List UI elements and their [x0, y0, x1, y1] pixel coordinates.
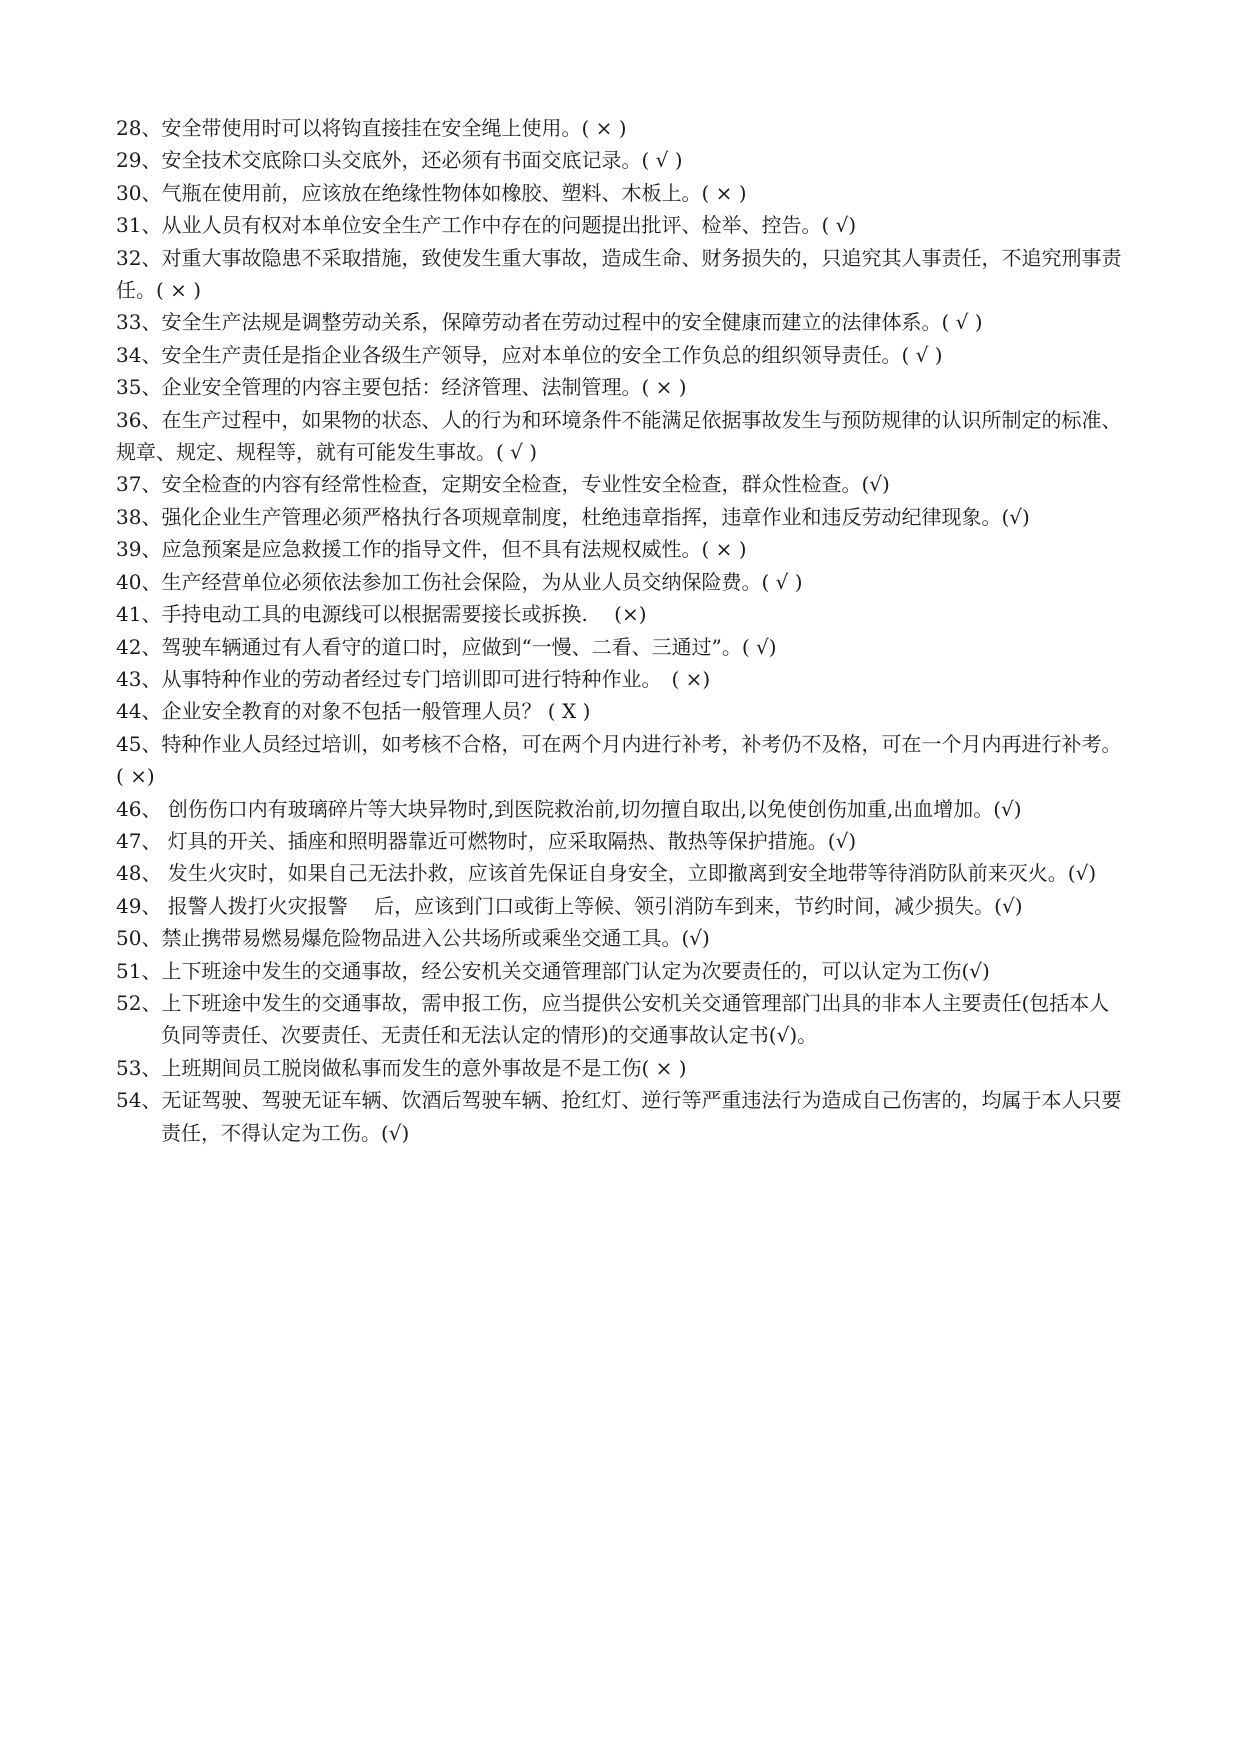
list-item — [116, 501, 1126, 533]
list-item — [116, 404, 1126, 469]
item-number: 37、 — [116, 472, 162, 497]
item-text: 创伤伤口内有玻璃碎片等大块异物时,到医院救治前,切勿擅自取出,以免使创伤加重,出血增加。(√) — [161, 796, 1022, 821]
item-number: 50、 — [116, 926, 162, 951]
item-number: 31、 — [116, 213, 162, 238]
list-item — [116, 922, 1126, 954]
item-number: 45、 — [116, 731, 162, 756]
list-item — [116, 566, 1126, 598]
item-number: 44、 — [116, 699, 162, 724]
item-text: 从事特种作业的劳动者经过专门培训即可进行特种作业。 ( ×) — [161, 666, 711, 691]
item-text: 安全检查的内容有经常性检查，定期安全检查，专业性安全检查，群众性检查。(√) — [161, 472, 890, 497]
item-text: 安全生产法规是调整劳动关系，保障劳动者在劳动过程中的安全健康而建立的法律体系。( √ ) — [161, 310, 983, 335]
list-item — [116, 890, 1126, 922]
list-item — [116, 306, 1126, 338]
list-item — [116, 598, 1126, 630]
item-text: 气瓶在使用前，应该放在绝缘性物体如橡胶、塑料、木板上。( × ) — [161, 180, 747, 205]
item-number: 40、 — [116, 569, 162, 594]
item-text: 特种作业人员经过培训，如考核不合格，可在两个月内进行补考，补考仍不及格，可在一个月内再进行补考。( ×) — [116, 731, 1122, 789]
item-number: 30、 — [116, 180, 162, 205]
item-text: 禁止携带易燃易爆危险物品进入公共场所或乘坐交通工具。(√) — [161, 926, 710, 951]
item-number: 39、 — [116, 537, 162, 562]
list-item — [116, 793, 1126, 825]
item-text: 上下班途中发生的交通事故，经公安机关交通管理部门认定为次要责任的，可以认定为工伤(√) — [161, 958, 990, 983]
item-number: 48、 — [116, 861, 162, 886]
list-item — [116, 371, 1126, 403]
item-text: 对重大事故隐患不采取措施，致使发生重大事故，造成生命、财务损失的，只追究其人事责任，不追究刑事责任。( × ) — [116, 245, 1122, 303]
list-item — [116, 339, 1126, 371]
item-text: 驾驶车辆通过有人看守的道口时，应做到“一慢、二看、三通过”。( √) — [161, 634, 777, 659]
question-list — [116, 112, 1126, 1149]
item-text: 应急预案是应急救援工作的指导文件，但不具有法规权威性。( × ) — [161, 537, 747, 562]
list-item — [116, 987, 1126, 1052]
item-number: 52、 — [116, 990, 162, 1015]
item-number: 46、 — [116, 796, 162, 821]
item-text: 企业安全管理的内容主要包括：经济管理、法制管理。( × ) — [161, 375, 687, 400]
list-item — [116, 468, 1126, 500]
item-text: 上班期间员工脱岗做私事而发生的意外事故是不是工伤( × ) — [161, 1055, 687, 1080]
item-text: 报警人拨打火灾报警 后，应该到门口或街上等候、领引消防车到来，节约时间，减少损失。(√) — [161, 893, 1023, 918]
list-item — [116, 857, 1126, 889]
item-text: 手持电动工具的电源线可以根据需要接长或拆换. (×) — [161, 602, 647, 627]
item-text: 生产经营单位必须依法参加工伤社会保险，为从业人员交纳保险费。( √ ) — [161, 569, 803, 594]
item-number: 32、 — [116, 245, 162, 270]
item-number: 49、 — [116, 893, 162, 918]
item-number: 34、 — [116, 342, 162, 367]
list-item — [116, 1084, 1126, 1149]
list-item — [116, 825, 1126, 857]
list-item — [116, 1052, 1126, 1084]
item-text: 无证驾驶、驾驶无证车辆、饮酒后驾驶车辆、抢红灯、逆行等严重违法行为造成自己伤害的，均属于本人只要责任，不得认定为工伤。(√) — [161, 1088, 1122, 1145]
item-number: 51、 — [116, 958, 162, 983]
item-number: 29、 — [116, 148, 162, 173]
item-number: 33、 — [116, 310, 162, 335]
item-number: 41、 — [116, 602, 162, 627]
item-text: 发生火灾时，如果自己无法扑救，应该首先保证自身安全，立即撤离到安全地带等待消防队前来灭火。(√) — [161, 861, 1097, 886]
item-text: 安全生产责任是指企业各级生产领导，应对本单位的安全工作负总的组织领导责任。( √ ) — [161, 342, 943, 367]
list-item — [116, 242, 1126, 307]
list-item — [116, 112, 1126, 144]
list-item — [116, 144, 1126, 176]
item-text: 在生产过程中，如果物的状态、人的行为和环境条件不能满足依据事故发生与预防规律的认识所制定的标准、规章、规定、规程等，就有可能发生事故。( √ ) — [116, 407, 1122, 465]
list-item — [116, 209, 1126, 241]
item-text: 灯具的开关、插座和照明器靠近可燃物时，应采取隔热、散热等保护措施。(√) — [161, 828, 857, 853]
item-number: 54、 — [116, 1088, 162, 1113]
item-text: 强化企业生产管理必须严格执行各项规章制度，杜绝违章指挥，违章作业和违反劳动纪律现象。(√) — [161, 504, 1030, 529]
list-item — [116, 955, 1126, 987]
item-number: 53、 — [116, 1055, 162, 1080]
item-number: 42、 — [116, 634, 162, 659]
list-item — [116, 631, 1126, 663]
list-item — [116, 533, 1126, 565]
item-text: 上下班途中发生的交通事故，需申报工伤，应当提供公安机关交通管理部门出具的非本人主要责任(包括本人负同等责任、次要责任、无责任和无法认定的情形)的交通事故认定书(√)。 — [161, 990, 1110, 1048]
list-item — [116, 695, 1126, 727]
item-text: 安全技术交底除口头交底外，还必须有书面交底记录。( √ ) — [161, 148, 683, 173]
list-item — [116, 663, 1126, 695]
item-text: 企业安全教育的对象不包括一般管理人员？ ( X ) — [161, 699, 591, 724]
item-number: 35、 — [116, 375, 162, 400]
item-number: 47、 — [116, 828, 162, 853]
item-text: 安全带使用时可以将钩直接挂在安全绳上使用。( × ) — [161, 116, 627, 140]
item-number: 43、 — [116, 666, 162, 691]
item-text: 从业人员有权对本单位安全生产工作中存在的问题提出批评、检举、控告。( √) — [161, 213, 857, 238]
list-item — [116, 728, 1126, 793]
item-number: 38、 — [116, 504, 162, 529]
item-number: 28、 — [116, 116, 162, 140]
list-item — [116, 177, 1126, 209]
item-number: 36、 — [116, 407, 162, 432]
